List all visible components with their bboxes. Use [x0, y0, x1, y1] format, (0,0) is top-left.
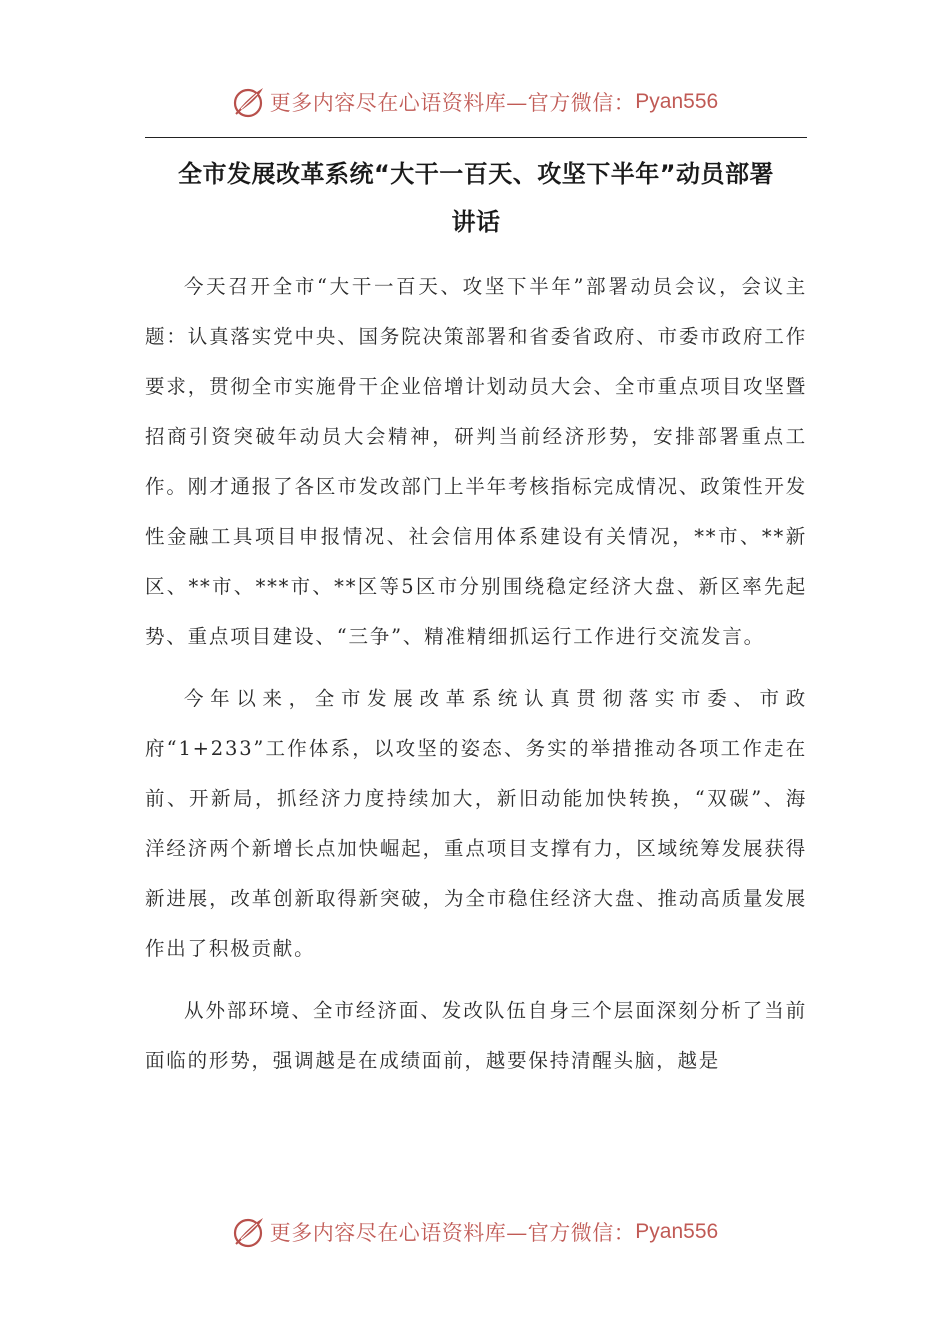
- header-rule: [145, 137, 807, 138]
- title-line-2: 讲话: [451, 208, 501, 236]
- quill-logo-icon: [232, 85, 266, 119]
- paragraph: 今天召开全市“大干一百天、攻坚下半年”部署动员会议，会议主题：认真落实党中央、国务院决策部署和省委省政府、市委市政府工作要求，贯彻全市实施骨干企业倍增计划动员大会、全市重点项目攻坚暨招商引资突破年动员大会精神，研判当前经济形势，安排部署重点工作。刚才通报了各区市发改部门上半年考核指标完成情况、政策性开发性金融工具项目申报情况、社会信用体系建设有关情况，**市、**新区、**市、***市、**区等5区市分别围绕稳定经济大盘、新区率先起势、重点项目建设、“三争”、精准精细抓运行工作进行交流发言。: [145, 275, 807, 648]
- quill-logo-icon: [232, 1215, 266, 1249]
- header-banner: [0, 80, 950, 124]
- paragraph: 今年以来，全市发展改革系统认真贯彻落实市委、市政府“1+233”工作体系，以攻坚的姿态、务实的举措推动各项工作走在前、开新局，抓经济力度持续加大，新旧动能加快转换，“双碳”、海洋经济两个新增长点加快崛起，重点项目支撑有力，区域统筹发展获得新进展，改革创新取得新突破，为全市稳住经济大盘、推动高质量发展作出了积极贡献。: [145, 687, 807, 960]
- banner-text: 更多内容尽在心语资料库—官方微信：: [269, 91, 636, 115]
- document-title: [145, 150, 807, 246]
- wechat-id: Pyan556: [635, 1220, 719, 1243]
- paragraph: 从外部环境、全市经济面、发改队伍自身三个层面深刻分析了当前面临的形势，强调越是在成绩面前，越要保持清醒头脑，越是: [145, 999, 807, 1072]
- banner-text: 更多内容尽在心语资料库—官方微信：: [269, 1221, 636, 1245]
- footer-banner: [0, 1210, 950, 1254]
- wechat-id: Pyan556: [635, 90, 719, 113]
- title-line-1: 全市发展改革系统“大干一百天、攻坚下半年”动员部署: [177, 160, 775, 188]
- document-body: [145, 262, 807, 1098]
